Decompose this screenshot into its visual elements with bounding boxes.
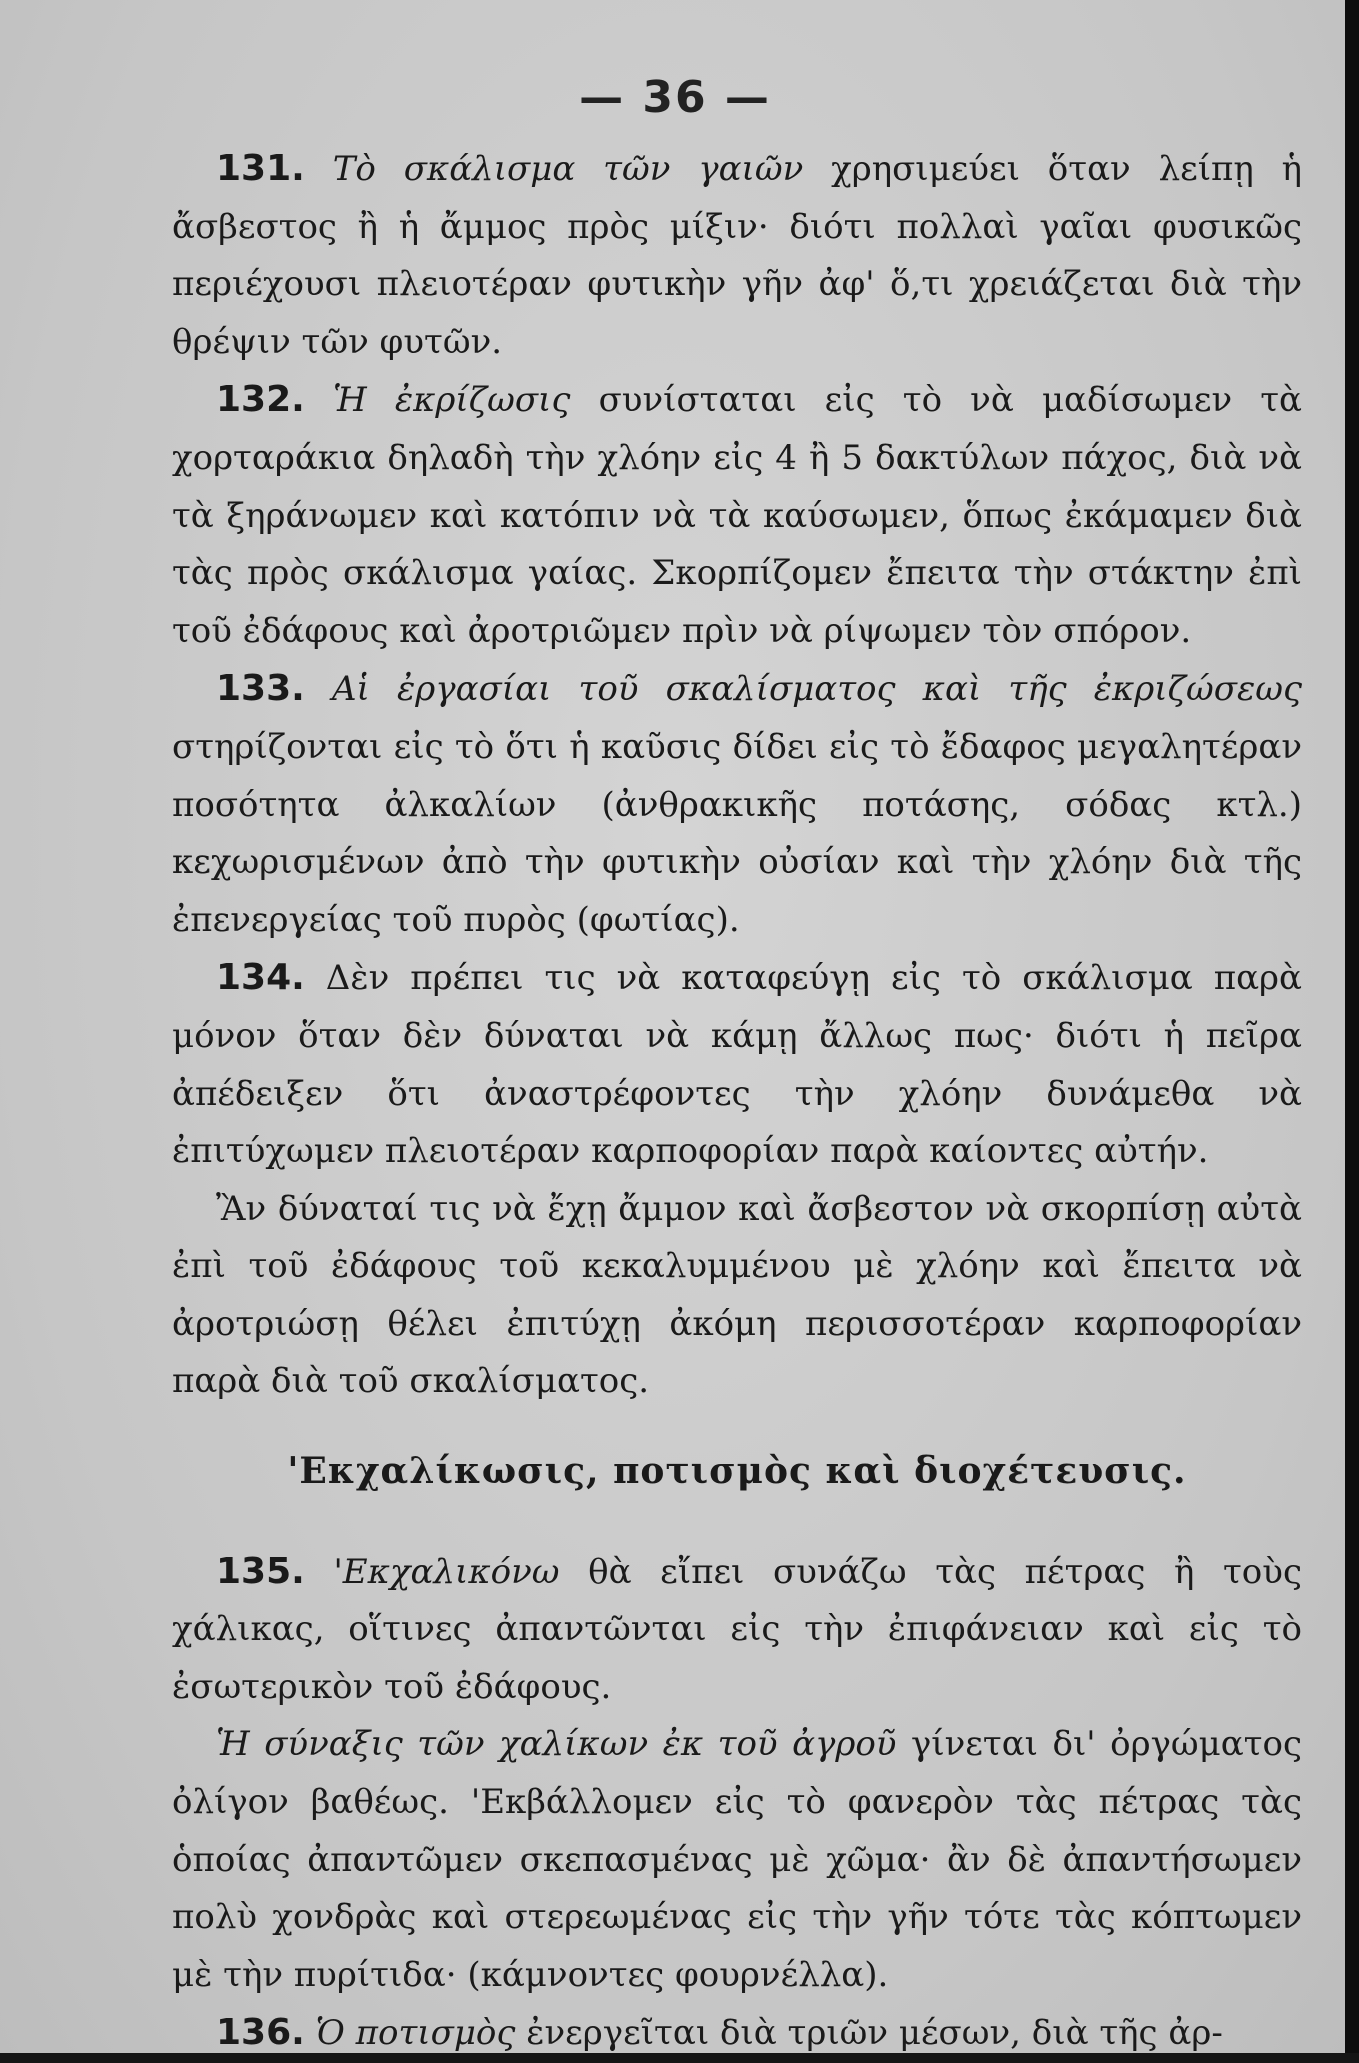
paragraph-131 [172, 140, 1302, 371]
paragraph-text: ἐνεργεῖται διὰ τριῶν μέσων, διὰ τῆς ἀρ- [515, 2013, 1223, 2054]
paragraph-number: 134. [216, 957, 305, 999]
paragraph-number: 136. [216, 2012, 305, 2054]
paragraph-text: στηρίζονται εἰς τὸ ὅτι ἡ καῦσις δίδει εἰς τὸ ἔδαφος μεγαλητέραν ποσότητα ἀλκαλίων (ἀνθρακικῆς ποτάσης, σόδας κτλ.) κεχωρισμένων ἀπὸ τὴν φυτικὴν οὐσίαν καὶ τὴν χλόην διὰ τῆς ἐπενεργείας τοῦ πυρὸς (φωτίας). [172, 726, 1302, 940]
paragraph-text: θὰ εἴπει συνάζω τὰς πέτρας ἢ τοὺς χάλικας, οἵτινες ἀπαντῶνται εἰς τὴν ἐπιφάνειαν καὶ εἰς τὸ ἐσωτερικὸν τοῦ ἐδάφους. [172, 1551, 1302, 1707]
paragraph-text: συνίσταται εἰς τὸ νὰ μαδίσωμεν τὰ χορταράκια δηλαδὴ τὴν χλόην εἰς 4 ἢ 5 δακτύλων πάχος, διὰ νὰ τὰ ξηράνωμεν καὶ κατόπιν νὰ τὰ καύσωμεν, ὅπως ἐκάμαμεν διὰ τὰς πρὸς σκάλισμα γαίας. Σκορπίζομεν ἔπειτα τὴν στάκτην ἐπὶ τοῦ ἐδάφους καὶ ἀροτριῶμεν πρὶν νὰ ρίψωμεν τὸν σπόρον. [172, 380, 1303, 651]
paragraph-number: 135. [216, 1550, 305, 1592]
page-number: — 36 — [579, 72, 771, 123]
paragraph-term: Ἡ ἐκρίζωσις [332, 380, 571, 421]
paragraph-135-continued [172, 1716, 1302, 2004]
paragraph-134-continued [172, 1181, 1302, 1411]
paragraph-136 [172, 2004, 1302, 2063]
page-body [172, 140, 1302, 2063]
page-edge-shadow [1345, 0, 1359, 2053]
paragraph-term: Αἱ ἐργασίαι τοῦ σκαλίσματος καὶ τῆς ἐκριζώσεως [331, 669, 1303, 710]
paragraph-text: Δὲν πρέπει τις νὰ καταφεύγῃ εἰς τὸ σκάλισμα παρὰ μόνον ὅταν δὲν δύναται νὰ κάμῃ ἄλλως πως· διότι ἡ πεῖρα ἀπέδειξεν ὅτι ἀναστρέφοντες τὴν χλόην δυνάμεθα νὰ ἐπιτύχωμεν πλειοτέραν καρποφορίαν παρὰ καίοντες αὐτήν. [172, 958, 1302, 1172]
paragraph-132 [172, 371, 1302, 660]
paragraph-133 [172, 660, 1302, 949]
paragraph-text: γίνεται δι' ὀργώματος ὀλίγον βαθέως. 'Εκβάλλομεν εἰς τὸ φανερὸν τὰς πέτρας τὰς ὁποίας ἀπαντῶμεν σκεπασμένας μὲ χῶμα· ἂν δὲ ἀπαντήσωμεν πολὺ χονδρὰς καὶ στερεωμένας εἰς τὴν γῆν τότε τὰς κόπτωμεν μὲ τὴν πυρίτιδα· (κάμνοντες φουρνέλλα). [172, 1724, 1302, 1995]
paragraph-term: Ὁ ποτισμὸς [315, 2013, 516, 2054]
paragraph-number: 132. [216, 379, 305, 421]
paragraph-text: Ἂν δύναταί τις νὰ ἔχῃ ἄμμον καὶ ἄσβεστον νὰ σκορπίσῃ αὐτὰ ἐπὶ τοῦ ἐδάφους τοῦ κεκαλυμμένου μὲ χλόην καὶ ἔπειτα νὰ ἀροτριώσῃ θέλει ἐπιτύχῃ ἀκόμη περισσοτέραν καρποφορίαν παρὰ διὰ τοῦ σκαλίσματος. [172, 1188, 1302, 1402]
paragraph-number: 131. [216, 148, 305, 189]
paragraph-135 [172, 1543, 1302, 1717]
paragraph-term: Τὸ σκάλισμα τῶν γαιῶν [332, 149, 804, 189]
paragraph-text: χρησιμεύει ὅταν λείπῃ ἡ ἄσβεστος ἢ ἡ ἄμμος πρὸς μίξιν· διότι πολλαὶ γαῖαι φυσικῶς περιέχουσι πλειοτέραν φυτικὴν γῆν ἀφ' ὅ,τι χρειάζεται διὰ τὴν θρέψιν τῶν φυτῶν. [172, 149, 1303, 362]
paragraph-number: 133. [216, 668, 305, 710]
paragraph-term: Ἡ σύναξις τῶν χαλίκων ἐκ τοῦ ἀγροῦ [216, 1724, 897, 1765]
paragraph-term: 'Εκχαλικόνω [333, 1551, 560, 1592]
paragraph-134 [172, 949, 1302, 1180]
section-heading: 'Εκχαλίκωσις, ποτισμὸς καὶ διοχέτευσις. [287, 1450, 1187, 1493]
